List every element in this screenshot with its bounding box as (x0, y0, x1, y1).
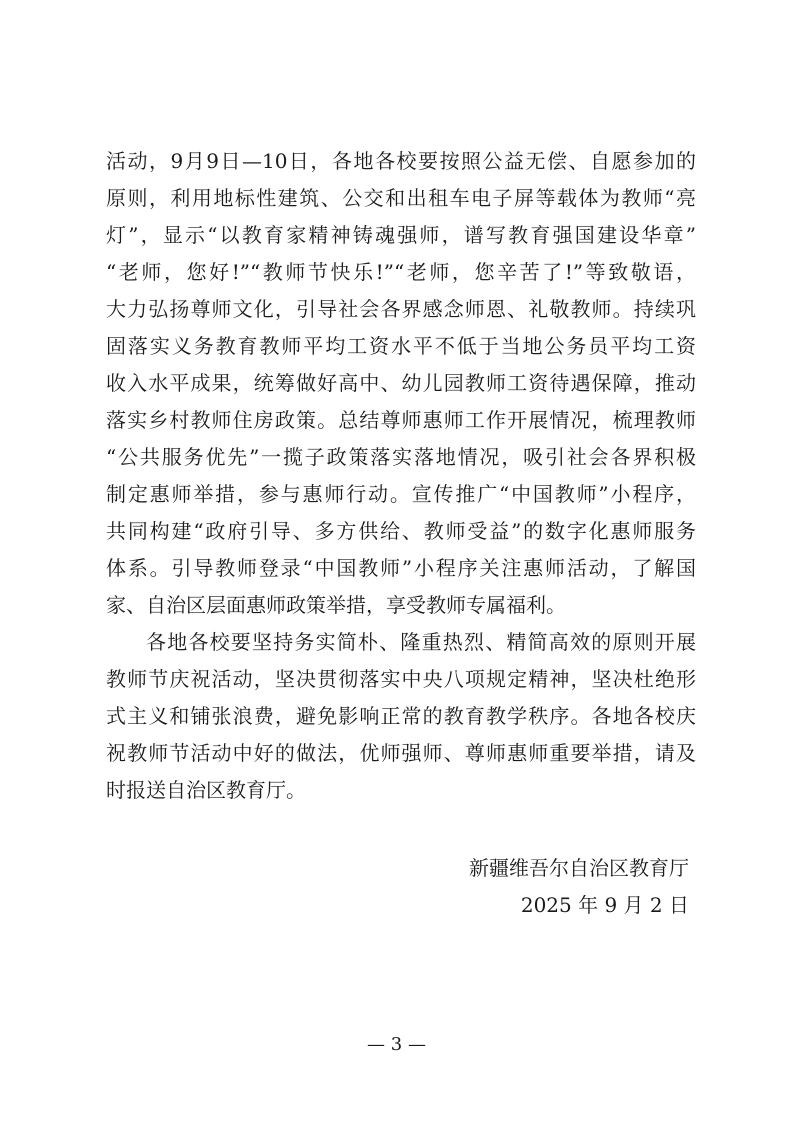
paragraph-line: 固落实义务教育教师平均工资水平不低于当地公务员平均工资 (106, 334, 696, 358)
paragraph-line: 式主义和铺张浪费，避免影响正常的教育教学秩序。各地各校庆 (106, 704, 696, 728)
paragraph-line: 教师节庆祝活动，坚决贯彻落实中央八项规定精神，坚决杜绝形 (106, 667, 696, 691)
document-body (106, 143, 696, 809)
paragraph-line: 大力弘扬尊师文化，引导社会各界感念师恩、礼敬教师。持续巩 (106, 297, 696, 321)
page-number: — 3 — (367, 1034, 426, 1055)
paragraph-line: 收入水平成果，统筹做好高中、幼儿园教师工资待遇保障，推动 (106, 371, 696, 395)
paragraph-line: 原则，利用地标性建筑、公交和出租车电子屏等载体为教师“亮 (106, 186, 696, 210)
paragraph (106, 624, 696, 809)
paragraph-line: 活动，9月9日—10日，各地各校要按照公益无偿、自愿参加的 (106, 149, 696, 173)
paragraph-line: 体系。引导教师登录“中国教师”小程序关注惠师活动，了解国 (106, 556, 696, 580)
paragraph-line: 制定惠师举措，参与惠师行动。宣传推广“中国教师”小程序， (106, 482, 696, 506)
paragraph-line: 家、自治区层面惠师政策举措，享受教师专属福利。 (106, 593, 566, 617)
issue-date: 2025 年 9 月 2 日 (520, 893, 689, 917)
paragraph-line: 祝教师节活动中好的做法，优师强师、尊师惠师重要举措，请及 (106, 741, 696, 765)
paragraph-line: 时报送自治区教育厅。 (106, 778, 306, 802)
paragraph-line: 共同构建“政府引导、多方供给、教师受益”的数字化惠师服务 (106, 519, 696, 543)
issuing-organization: 新疆维吾尔自治区教育厅 (469, 856, 689, 880)
paragraph (106, 143, 696, 624)
paragraph-line: “公共服务优先”一揽子政策落实落地情况，吸引社会各界积极 (106, 445, 696, 469)
paragraph-line: 灯”，显示“以教育家精神铸魂强师，谱写教育强国建设华章” (106, 223, 696, 247)
paragraph-line: 各地各校要坚持务实简朴、隆重热烈、精简高效的原则开展 (146, 630, 696, 654)
signature-block (469, 850, 689, 924)
paragraph-line: 落实乡村教师住房政策。总结尊师惠师工作开展情况，梳理教师 (106, 408, 696, 432)
paragraph-line: “老师，您好!”“教师节快乐!”“老师，您辛苦了!”等致敬语， (106, 260, 696, 284)
